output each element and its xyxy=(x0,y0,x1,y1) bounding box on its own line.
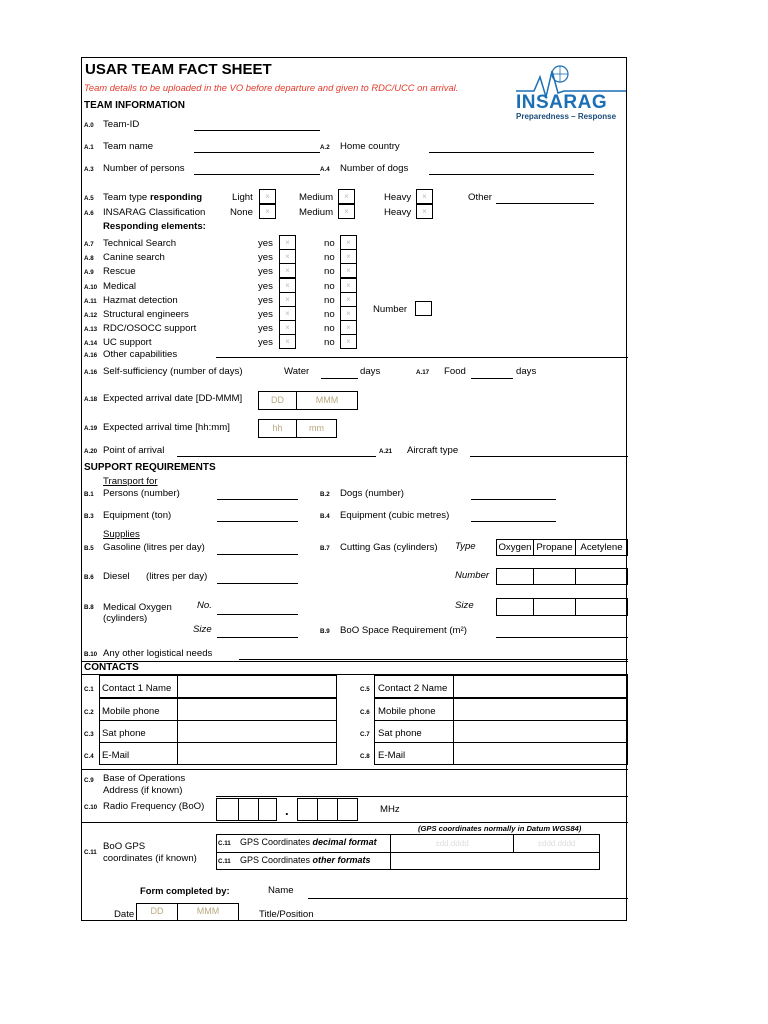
contact-right-value-field[interactable] xyxy=(453,720,628,743)
element-yes-label: yes xyxy=(258,281,273,292)
code-b3: B.3 xyxy=(84,513,94,520)
element-code: A.13 xyxy=(84,326,98,333)
medical-oxygen-number-field[interactable] xyxy=(217,614,298,615)
contact-left-label: E-Mail xyxy=(102,750,130,761)
food-days-field[interactable] xyxy=(471,378,513,379)
oxygen-number-field[interactable] xyxy=(496,568,534,585)
element-yes-checkbox[interactable]: × xyxy=(279,278,296,293)
label-home-country: Home country xyxy=(340,141,400,152)
contact-code: C.8 xyxy=(360,753,370,760)
element-yes-checkbox[interactable]: × xyxy=(279,334,296,349)
code-c11a: C.11 xyxy=(218,840,231,847)
equipment-cubic-field[interactable] xyxy=(471,521,556,522)
code-a2: A.2 xyxy=(320,144,330,151)
element-label: Hazmat detection xyxy=(103,295,178,306)
label-oxygen-no: No. xyxy=(197,600,212,611)
contact-code: C.7 xyxy=(360,731,370,738)
label-gps-if-known: coordinates (if known) xyxy=(103,853,197,864)
element-label: Canine search xyxy=(103,252,165,263)
code-a1: A.1 xyxy=(84,144,94,151)
home-country-field[interactable] xyxy=(429,152,594,153)
classification-heavy-checkbox[interactable]: × xyxy=(416,204,433,219)
completed-name-field[interactable] xyxy=(308,898,628,899)
element-code: A.14 xyxy=(84,340,98,347)
label-type: Type xyxy=(455,541,476,552)
gps-lat-decimal-field[interactable]: ±dd.dddd xyxy=(390,834,514,853)
code-a21: A.21 xyxy=(379,448,393,455)
label-radio-frequency: Radio Frequency (BoO) xyxy=(103,801,205,812)
label-equipment-ton: Equipment (ton) xyxy=(103,510,172,521)
acetylene-number-field[interactable] xyxy=(575,568,628,585)
code-c11: C.11 xyxy=(84,849,97,856)
element-no-label: no xyxy=(324,266,335,277)
label-gasoline: Gasoline (litres per day) xyxy=(103,542,205,553)
logo-text: INSARAG xyxy=(516,92,608,113)
opt-class-heavy: Heavy xyxy=(384,207,412,218)
element-yes-label: yes xyxy=(258,266,273,277)
code-b1: B.1 xyxy=(84,491,94,498)
element-code: A.11 xyxy=(84,298,97,305)
label-point-of-arrival: Point of arrival xyxy=(103,445,165,456)
contact-left-value-field[interactable] xyxy=(177,742,337,765)
water-days-field[interactable] xyxy=(321,378,358,379)
element-no-checkbox[interactable]: × xyxy=(340,235,357,250)
label-base-of-operations: Base of Operations xyxy=(103,773,186,784)
code-b9: B.9 xyxy=(320,628,330,635)
persons-number-field[interactable] xyxy=(217,499,298,500)
code-a6: A.6 xyxy=(84,210,94,217)
label-persons-number: Persons (number) xyxy=(103,488,180,499)
code-a3: A.3 xyxy=(84,166,94,173)
element-no-checkbox[interactable]: × xyxy=(340,334,357,349)
gps-other-field[interactable] xyxy=(390,852,600,870)
gasoline-field[interactable] xyxy=(217,554,298,555)
team-type-medium-checkbox[interactable]: × xyxy=(338,189,355,204)
element-no-checkbox[interactable]: × xyxy=(340,306,357,321)
label-boo-gps: BoO GPS xyxy=(103,841,146,852)
label-team-type: Team type responding xyxy=(103,192,203,203)
label-medical-oxygen: Medical Oxygen xyxy=(103,602,172,613)
code-a16: A.16 xyxy=(84,352,98,359)
classification-medium-checkbox[interactable]: × xyxy=(338,204,355,219)
dogs-number-field[interactable] xyxy=(471,499,556,500)
contact-left-value-field[interactable] xyxy=(177,675,337,698)
label-gas-size: Size xyxy=(455,600,474,611)
structural-engineers-number-field[interactable] xyxy=(415,301,432,316)
label-food: Food xyxy=(444,366,466,377)
element-yes-checkbox[interactable]: × xyxy=(279,306,296,321)
element-no-checkbox[interactable]: × xyxy=(340,320,357,335)
opt-heavy: Heavy xyxy=(384,192,412,203)
element-yes-checkbox[interactable]: × xyxy=(279,292,296,307)
element-yes-label: yes xyxy=(258,323,273,334)
element-yes-label: yes xyxy=(258,252,273,263)
label-cutting-gas: Cutting Gas (cylinders) xyxy=(340,542,438,553)
team-id-field[interactable] xyxy=(194,130,320,131)
code-a17: A.17 xyxy=(416,369,430,376)
freq-digit-3[interactable] xyxy=(258,798,277,821)
element-yes-label: yes xyxy=(258,295,273,306)
label-arrival-date: Expected arrival date [DD-MMM] xyxy=(103,393,243,404)
element-label: RDC/OSOCC support xyxy=(103,323,197,334)
element-no-label: no xyxy=(324,337,335,348)
label-number-persons: Number of persons xyxy=(103,163,185,174)
label-completed-date: Date xyxy=(114,909,135,920)
contact-left-label: Mobile phone xyxy=(102,706,160,717)
point-of-arrival-field[interactable] xyxy=(177,456,376,457)
element-label: UC support xyxy=(103,337,152,348)
aircraft-type-field[interactable] xyxy=(470,456,628,457)
element-label: Medical xyxy=(103,281,137,292)
code-a18: A.18 xyxy=(84,396,98,403)
contact-right-value-field[interactable] xyxy=(453,675,628,698)
element-code: A.8 xyxy=(84,255,94,262)
contact-code: C.3 xyxy=(84,731,94,738)
label-gas-number: Number xyxy=(455,570,490,581)
team-type-light-checkbox[interactable]: × xyxy=(259,189,276,204)
opt-other: Other xyxy=(468,192,492,203)
contact-code: C.1 xyxy=(84,686,94,693)
element-yes-checkbox[interactable]: × xyxy=(279,235,296,250)
arrival-date-dd-field[interactable]: DD xyxy=(258,391,297,410)
element-label: Rescue xyxy=(103,266,136,277)
contact-right-label: Sat phone xyxy=(378,728,422,739)
contact-left-label: Sat phone xyxy=(102,728,146,739)
code-c10: C.10 xyxy=(84,804,98,811)
gas-oxygen-header: Oxygen xyxy=(496,539,534,556)
label-team-name: Team name xyxy=(103,141,154,152)
contact-right-label: E-Mail xyxy=(378,750,406,761)
label-water-days: days xyxy=(360,366,381,377)
element-yes-label: yes xyxy=(258,337,273,348)
element-code: A.12 xyxy=(84,312,98,319)
label-gps-decimal: GPS Coordinates decimal format xyxy=(240,837,377,847)
element-no-checkbox[interactable]: × xyxy=(340,249,357,264)
element-no-label: no xyxy=(324,281,335,292)
code-a5: A.5 xyxy=(84,195,94,202)
label-aircraft-type: Aircraft type xyxy=(407,445,459,456)
freq-digit-4[interactable] xyxy=(297,798,318,821)
other-capabilities-field[interactable] xyxy=(216,357,628,358)
fact-sheet xyxy=(81,57,627,921)
opt-none: None xyxy=(230,207,253,218)
element-label: Structural engineers xyxy=(103,309,189,320)
team-type-other-field[interactable] xyxy=(496,203,594,204)
freq-digit-6[interactable] xyxy=(337,798,358,821)
element-label: Technical Search xyxy=(103,238,177,249)
code-b10: B.10 xyxy=(84,651,98,658)
arrival-time-hh-field[interactable]: hh xyxy=(258,419,297,438)
number-persons-field[interactable] xyxy=(194,174,320,175)
label-water: Water xyxy=(284,366,310,377)
gps-lon-decimal-field[interactable]: ±ddd.dddd xyxy=(513,834,600,853)
label-address-if-known: Address (if known) xyxy=(103,785,183,796)
oxygen-size-field[interactable] xyxy=(496,598,534,616)
element-no-checkbox[interactable]: × xyxy=(340,292,357,307)
element-yes-checkbox[interactable]: × xyxy=(279,249,296,264)
element-yes-label: yes xyxy=(258,238,273,249)
transport-for-heading: Transport for xyxy=(103,476,158,487)
element-no-label: no xyxy=(324,323,335,334)
freq-digit-5[interactable] xyxy=(317,798,338,821)
contact-code: C.2 xyxy=(84,709,94,716)
label-team-id: Team-ID xyxy=(103,119,140,130)
code-b7: B.7 xyxy=(320,545,330,552)
contact-left-value-field[interactable] xyxy=(177,698,337,721)
label-number-dogs: Number of dogs xyxy=(340,163,409,174)
contact-left-value-field[interactable] xyxy=(177,720,337,743)
element-no-checkbox[interactable]: × xyxy=(340,263,357,278)
label-diesel-unit: (litres per day) xyxy=(146,571,208,582)
label-arrival-time: Expected arrival time [hh:mm] xyxy=(103,422,230,433)
label-other-capabilities: Other capabilities xyxy=(103,349,178,360)
contact-left-label: Contact 1 Name xyxy=(102,683,172,694)
label-diesel: Diesel xyxy=(103,571,130,582)
page-title: USAR TEAM FACT SHEET xyxy=(85,61,272,78)
number-dogs-field[interactable] xyxy=(429,174,594,175)
label-number: Number xyxy=(373,304,408,315)
acetylene-size-field[interactable] xyxy=(575,598,628,616)
completed-date-mmm-field[interactable]: MMM xyxy=(177,903,239,921)
opt-light: Light xyxy=(232,192,253,203)
boo-divider-top xyxy=(82,769,628,770)
logo-tagline: Preparedness – Response xyxy=(516,112,617,121)
label-mhz: MHz xyxy=(380,804,400,815)
gps-datum-note: (GPS coordinates normally in Datum WGS84) xyxy=(418,824,582,833)
arrival-time-mm-field[interactable]: mm xyxy=(296,419,337,438)
element-no-checkbox[interactable]: × xyxy=(340,278,357,293)
element-no-label: no xyxy=(324,309,335,320)
section-contacts: CONTACTS xyxy=(84,662,139,673)
code-b5: B.5 xyxy=(84,545,94,552)
label-classification: INSARAG Classification xyxy=(103,207,206,218)
supplies-heading: Supplies xyxy=(103,529,140,540)
freq-digit-2[interactable] xyxy=(238,798,259,821)
contacts-divider-top xyxy=(82,661,628,662)
label-self-sufficiency: Self-sufficiency (number of days) xyxy=(103,366,243,377)
label-dogs-number: Dogs (number) xyxy=(340,488,404,499)
label-equipment-cubic: Equipment (cubic metres) xyxy=(340,510,450,521)
contact-code: C.5 xyxy=(360,686,370,693)
section-team-information: TEAM INFORMATION xyxy=(84,100,185,111)
element-code: A.9 xyxy=(84,269,94,276)
classification-none-checkbox[interactable]: × xyxy=(259,204,276,219)
label-completed-name: Name xyxy=(268,885,294,896)
element-code: A.7 xyxy=(84,241,94,248)
section-support-requirements: SUPPORT REQUIREMENTS xyxy=(84,462,216,473)
equipment-ton-field[interactable] xyxy=(217,521,298,522)
code-a19: A.19 xyxy=(84,425,98,432)
gas-acetylene-header: Acetylene xyxy=(575,539,628,556)
element-yes-checkbox[interactable]: × xyxy=(279,320,296,335)
code-a20: A.20 xyxy=(84,448,98,455)
diesel-field[interactable] xyxy=(217,583,298,584)
responding-elements-heading: Responding elements: xyxy=(103,221,206,232)
freq-digit-1[interactable] xyxy=(216,798,239,821)
code-a0: A.0 xyxy=(84,122,94,129)
contact-right-label: Contact 2 Name xyxy=(378,683,448,694)
arrival-date-mmm-field[interactable]: MMM xyxy=(296,391,358,410)
code-b8: B.8 xyxy=(84,604,94,611)
gps-divider xyxy=(82,822,628,823)
contact-right-value-field[interactable] xyxy=(453,742,628,765)
code-a16b: A.16 xyxy=(84,369,98,376)
opt-class-medium: Medium xyxy=(299,207,334,218)
element-yes-checkbox[interactable]: × xyxy=(279,263,296,278)
contact-right-label: Mobile phone xyxy=(378,706,436,717)
other-logistics-field[interactable] xyxy=(239,659,628,660)
contact-code: C.4 xyxy=(84,753,94,760)
form-completed-by: Form completed by: xyxy=(140,885,230,896)
code-b6: B.6 xyxy=(84,574,94,581)
insarag-logo xyxy=(514,63,628,119)
element-no-label: no xyxy=(324,295,335,306)
code-c9: C.9 xyxy=(84,777,94,784)
label-oxygen-size: Size xyxy=(193,624,212,635)
label-cylinders: (cylinders) xyxy=(103,613,148,624)
contact-code: C.6 xyxy=(360,709,370,716)
code-b4: B.4 xyxy=(320,513,330,520)
subtitle-note: Team details to be uploaded in the VO before departure and given to RDC/UCC on arrival. xyxy=(84,82,459,93)
label-gps-other: GPS Coordinates other formats xyxy=(240,855,371,865)
label-title-position: Title/Position xyxy=(259,909,314,920)
medical-oxygen-size-field[interactable] xyxy=(217,637,298,638)
boo-address-field[interactable] xyxy=(216,796,628,797)
label-boo-space: BoO Space Requirement (m²) xyxy=(340,625,467,636)
code-c11b: C.11 xyxy=(218,858,231,865)
code-a4: A.4 xyxy=(320,166,330,173)
contact-right-value-field[interactable] xyxy=(453,698,628,721)
team-name-field[interactable] xyxy=(194,152,320,153)
gas-propane-header: Propane xyxy=(533,539,576,556)
propane-number-field[interactable] xyxy=(533,568,576,585)
code-b2: B.2 xyxy=(320,491,330,498)
element-yes-label: yes xyxy=(258,309,273,320)
completed-date-dd-field[interactable]: DD xyxy=(136,903,178,921)
element-code: A.10 xyxy=(84,284,98,291)
propane-size-field[interactable] xyxy=(533,598,576,616)
opt-medium: Medium xyxy=(299,192,334,203)
label-food-days: days xyxy=(516,366,537,377)
element-no-label: no xyxy=(324,252,335,263)
freq-decimal-dot: . xyxy=(285,803,289,818)
team-type-heavy-checkbox[interactable]: × xyxy=(416,189,433,204)
element-no-label: no xyxy=(324,238,335,249)
label-other-logistics: Any other logistical needs xyxy=(103,648,213,659)
boo-space-field[interactable] xyxy=(496,637,628,638)
